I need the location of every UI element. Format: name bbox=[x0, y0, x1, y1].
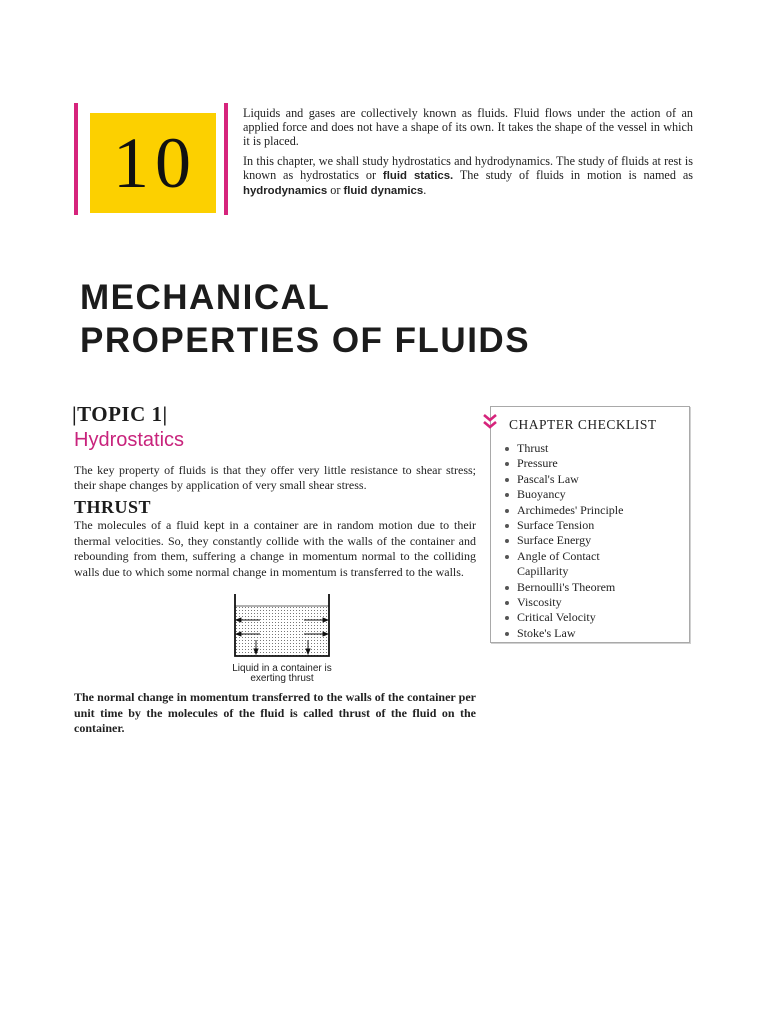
chapter-checklist bbox=[490, 406, 690, 643]
bullet-icon bbox=[505, 478, 509, 482]
bullet-icon bbox=[505, 632, 509, 636]
double-chevron-down-icon bbox=[483, 413, 497, 431]
bullet-icon bbox=[505, 493, 509, 497]
checklist-item-label: Viscosity bbox=[517, 595, 562, 610]
chapter-title-line-1: MECHANICAL bbox=[80, 278, 331, 317]
intro-text: In this chapter, we shall study hydrostatics and hydrodynamics. The study of fluids at rest is known as hydrostatics or bbox=[243, 153, 693, 182]
liquid-fill bbox=[235, 606, 329, 656]
diagram-caption-line-1: Liquid in a container is bbox=[232, 663, 332, 674]
bullet-icon bbox=[505, 601, 509, 605]
checklist-items bbox=[505, 441, 623, 641]
checklist-item bbox=[505, 549, 623, 564]
checklist-item-label: Bernoulli's Theorem bbox=[517, 579, 616, 594]
checklist-item-label: Thrust bbox=[517, 441, 549, 455]
bullet-icon bbox=[505, 447, 509, 451]
checklist-item bbox=[505, 518, 623, 533]
topic-intro-paragraph: The key property of fluids is that they offer very little resistance to shear stress; their shape changes by application of very small shear stress. bbox=[74, 463, 476, 492]
intro-text: or bbox=[327, 183, 344, 198]
checklist-item-label: Pascal's Law bbox=[517, 471, 579, 486]
intro-paragraph-1: Liquids and gases are collectively known as fluids. Fluid flows under the action of an applied force and does not have a shape of its own. It takes the shape of the vessel in which it is placed. bbox=[243, 106, 693, 149]
bullet-icon bbox=[505, 524, 509, 528]
term-fluid-statics: fluid statics. bbox=[382, 169, 454, 182]
checklist-item-label: Critical Velocity bbox=[517, 610, 596, 625]
chapter-number-box bbox=[90, 113, 216, 213]
chapter-intro bbox=[243, 106, 693, 203]
checklist-item bbox=[505, 441, 623, 456]
container-thrust-diagram bbox=[226, 594, 338, 660]
checklist-item bbox=[505, 626, 623, 641]
checklist-item-label: Stoke's Law bbox=[517, 625, 576, 640]
chapter-left-bar bbox=[74, 103, 78, 215]
checklist-item bbox=[505, 595, 623, 610]
checklist-item bbox=[505, 533, 623, 548]
bullet-icon bbox=[505, 616, 509, 620]
checklist-item-label: Surface Tension bbox=[517, 518, 595, 533]
intro-text: . bbox=[423, 183, 427, 198]
bullet-icon bbox=[505, 509, 509, 513]
checklist-item bbox=[505, 472, 623, 487]
checklist-item-label: Pressure bbox=[517, 456, 558, 471]
diagram-caption-line-2: exerting thrust bbox=[250, 673, 314, 684]
chapter-number: 10 bbox=[113, 123, 197, 203]
checklist-item-label: Surface Energy bbox=[517, 533, 592, 548]
checklist-item-label: Buoyancy bbox=[517, 487, 566, 502]
bullet-icon bbox=[505, 539, 509, 543]
checklist-item bbox=[505, 580, 623, 595]
topic-name: Hydrostatics bbox=[74, 429, 185, 451]
term-hydrodynamics: hydrodynamics bbox=[243, 185, 328, 198]
section-heading: THRUST bbox=[74, 497, 152, 517]
bullet-icon bbox=[505, 462, 509, 466]
checklist-item-label: Angle of Contact bbox=[517, 548, 600, 563]
chapter-title bbox=[80, 276, 680, 362]
checklist-title: CHAPTER CHECKLIST bbox=[509, 417, 657, 432]
checklist-item bbox=[505, 487, 623, 502]
thrust-paragraph: The molecules of a fluid kept in a container are in random motion due to their thermal velocities. So, they constantly collide with the walls of the container and rebounding from them, suffering a change in momentum normal to the colliding walls due to which some normal change in momentum is transferred to the walls. bbox=[74, 518, 476, 579]
checklist-item bbox=[505, 456, 623, 471]
bullet-icon bbox=[505, 586, 509, 590]
chapter-title-line-2: PROPERTIES OF FLUIDS bbox=[80, 321, 531, 360]
checklist-item-label: Capillarity bbox=[517, 564, 569, 579]
checklist-item bbox=[505, 503, 623, 518]
topic-label: |TOPIC 1| bbox=[72, 402, 168, 426]
diagram-caption bbox=[220, 664, 344, 684]
intro-text: The study of fluids in motion is named as bbox=[453, 167, 693, 182]
checklist-item bbox=[505, 564, 623, 579]
checklist-item-label: Archimedes' Principle bbox=[517, 502, 624, 517]
chapter-right-bar bbox=[224, 103, 228, 215]
term-fluid-dynamics: fluid dynamics bbox=[343, 185, 424, 198]
checklist-item bbox=[505, 610, 623, 625]
bullet-icon bbox=[505, 555, 509, 559]
thrust-definition: The normal change in momentum transferred to the walls of the container per unit time by the molecules of the fluid is called thrust of the fluid on the container. bbox=[74, 690, 476, 735]
intro-paragraph-2 bbox=[243, 154, 693, 199]
